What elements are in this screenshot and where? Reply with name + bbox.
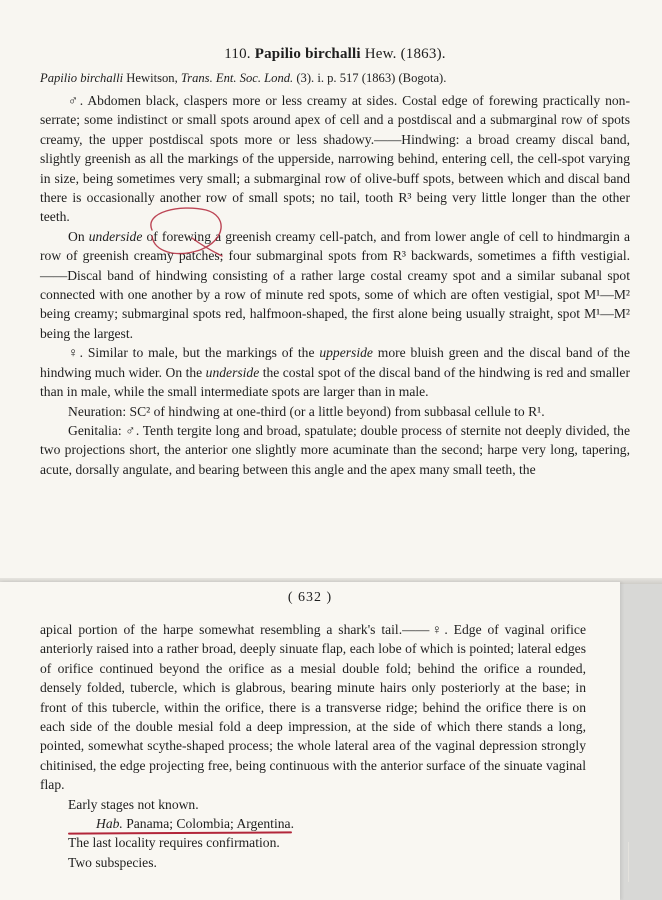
neuration-paragraph: Neuration: SC² of hindwing at one-third (or a little beyond) from subbasal cellule to R¹. <box>68 403 545 419</box>
underside-text-b: of forewing a greenish creamy cell-patch, and from lower angle of cell to hindmargin a row of greenish creamy patches; four submarginal spots from R³ backwards, sometimes a fifth vestigial.——Discal band of hindwing consisting of a rather large costal creamy spot and a similar subanal spot connected with one another by a row of minute red spots, some of which are often vestigial, spot M¹—M² being creamy; submarginal spots red, halfmoon-shaped, the first alone being usually straight, spot M¹—M² being the largest. <box>40 228 630 341</box>
heading-species-name: Papilio birchalli <box>254 46 361 62</box>
heading-number: 110. <box>224 46 251 62</box>
citation-journal: Trans. Ent. Soc. Lond. <box>180 71 294 85</box>
habitat-underlined <box>68 814 294 833</box>
female-description <box>40 343 630 401</box>
heading-author: Hew. (1863). <box>364 46 446 62</box>
genitalia-continued: apical portion of the harpe somewhat resembling a shark's tail.——♀. Edge of vaginal orifice anteriorly raised into a rather broad, deeply sinuate flap, each lobe of which is pointed; lateral edges of orifice continued beyond the orifice as a mesial double fold; behind the orifice a rounded, densely folded, tubercle, which is glabrous, bearing minute hairs only posteriorly at the base; in front of this tubercle, within the orifice, there is a transverse ridge; behind the orifice there is on each side of the double mesial fold a deep impression, at the side of which there stands a long, pointed, somewhat scythe-shaped process; the whole lateral area of the vaginal depression strongly chitinised, the edge projecting free, being continuous with the anterior surface of the sinuate vaginal flap. <box>40 622 586 793</box>
female-term-upperside: upperside <box>319 345 373 361</box>
underside-text-a: On <box>68 228 89 244</box>
citation-species: Papilio birchalli <box>40 71 124 85</box>
habitat-localities: Panama; Colombia; Argentina. <box>122 816 294 832</box>
citation-author: Hewitson, <box>126 71 178 85</box>
entry-heading <box>40 44 630 64</box>
subspecies-note: Two subspecies. <box>68 854 157 870</box>
genitalia-paragraph: Genitalia: ♂. Tenth tergite long and broad, spatulate; double process of sternite not deeply divided, the two projections short, the anterior one slightly more acuminate than the second; harpe very long, tapering, acute, dorsally angulate, and bearing between this angle and the apex many small teeth, the <box>40 422 630 477</box>
scan-edge <box>628 842 662 882</box>
habitat-line <box>40 814 586 833</box>
underside-term: underside <box>88 228 143 244</box>
citation-reference: (3). i. p. 517 (1863) (Bogota). <box>296 71 447 85</box>
early-stages: Early stages not known. <box>68 796 199 812</box>
habitat-label: Hab. <box>96 816 123 832</box>
male-symbol: ♂. <box>68 93 84 108</box>
male-description-text: Abdomen black, claspers more or less creamy at sides. Costal edge of forewing practically non-serrate; some indistinct or small spots around apex of cell and a postdiscal and a submarginal row of spots creamy, the upper postdiscal spots more or less shadowy.——Hindwing: a broad creamy discal band, slightly greenish as all the markings of the upperside, narrowing behind, entering cell, the cell-spot varying in size, being sometimes very small; a submarginal row of olive-buff spots, between which and discal band there is occasionally another row of small spots; no tail, tooth R³ being very little longer than the other teeth. <box>40 93 631 225</box>
page-number: ( 632 ) <box>287 590 333 605</box>
female-text-c: the costal spot of the discal band of the hindwing is red and smaller than in male, while the small intermediate spots are larger than in male. <box>40 364 630 400</box>
female-text-b: more bluish green and the discal band of the hindwing much wider. On the <box>40 345 630 380</box>
species-entry-upper <box>40 44 630 479</box>
locality-note: The last locality requires confirmation. <box>68 835 280 851</box>
species-entry-lower <box>40 620 586 872</box>
male-description <box>40 91 630 227</box>
entry-citation <box>40 69 630 87</box>
female-term-underside: underside <box>205 364 260 380</box>
underside-description <box>40 227 630 343</box>
female-text-a: ♀. Similar to male, but the markings of the <box>68 345 320 361</box>
